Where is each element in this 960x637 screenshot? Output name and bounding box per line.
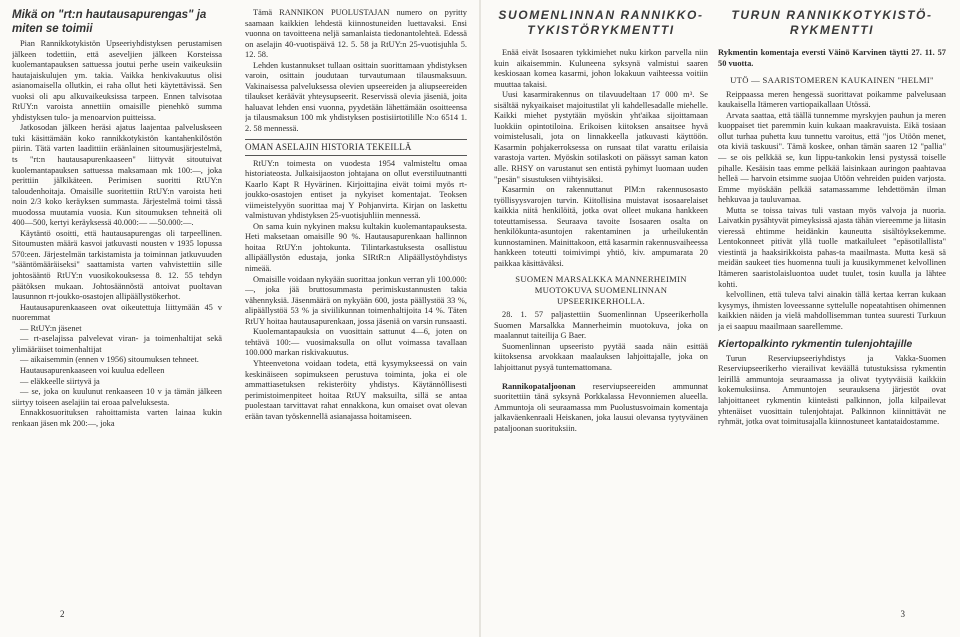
column-1 <box>12 8 222 429</box>
notice-body <box>245 8 467 135</box>
uto-body <box>718 90 946 333</box>
column-2 <box>245 8 467 422</box>
article-paragraph: — rt-aselajissa palvelevat viran- ja toimenhaltijat sekä ylimääräiset toimenhaltijat <box>12 334 222 354</box>
commander-note: Rykmentin komentaja eversti Väinö Karvinen täytti 27. 11. 57 50 vuotta. <box>718 48 946 68</box>
page-number-right: 3 <box>900 609 905 619</box>
uto-paragraph: Arvata saattaa, että täällä tunnemme myrskyjen pauhun ja meren kuoppaiset tiet paremmin kuin kukaan maakravuista. Eikä tosiaan ollut turhaa puhetta kuu tunnettu varoitus, että "jos Utöön menet, ota kiviä taskuusi". Tämä koskee, onhan tämän saaren 12 "pallia" — se ois pelkkää se, kun lippu-tankokin lensi pystyssä toiselle pihalle. Kesäisin taas emme pelkää laisinkaan auringon paahtavaa helleä — harvoin etsimme suojaa Utöön vehreiden puiden varjosta. Emme myöskään pelkää satamassamme lehdettömän ilman hehkuvaa ja tauluvamaa. <box>718 110 946 205</box>
article-paragraph: Pian Rannikkotykistön Upseeriyhdistyksen perustamisen jälkeen todettiin, että aseveljien jälkeen Korsteissa kuolemantapauksen sattuessa joutui perhe usein vaikeuksiin hautajaiskulujen ym. takia. Vaikka henkivakuutus olisi asianomaisella ollutkin, ei raha ollut heti käytettävissä. Sen vuoksi oli apu alkuvaikeuksissa tarpeen. Ennen talvisotaa RtUY:n varoista annettiin omaisille pienehkö summa yhdistyksen tulo- ja menoarvion puitteissa. <box>12 39 222 122</box>
article-heading: Mikä on "rt:n hautausapurengas" ja miten se toimii <box>12 9 207 35</box>
regiment-paragraph: Enää eivät Isosaaren tykkimiehet nuku kirkon parvella niin kuin aikaisemmin. Kuluneena syksynä valmistui saaren keskiosaan komea kasarmi, johon lokakuun vaihteessa voitiin muuttaa takaisi. <box>494 48 708 89</box>
regiment-title: SUOMENLINNAN RANNIKKO-TYKISTÖRYKMENTTI <box>498 8 704 37</box>
page-number-left: 2 <box>60 609 65 619</box>
prize-paragraph: Turun Reserviupseeriyhdistys ja Vakka-Suomen Reserviupseerikerho vierailivat keväällä tutustuksissa rykmentin leirillä ammuntoja seuraamassa ja olivat tyytyväisiä kaikkiin kokemuksiinsa. Ammuntojen seurauksena järjestöt ovat lahjoittaneet rykmentin kiinteästi palkinnon, jolla kilpailevat yhtenäiset vuosittain tulenjohtajat. Palkinnon kiinnittävät ne ryhmät, jotka ovat toimitusajalla kiinnostuneet kantataidostamme. <box>718 353 946 427</box>
notice-paragraph: Lehden kustannukset tullaan osittain suorittamaan yhdistyksen varoin, osittain joudutaan turvautumaan tilausmaksuun. Vakinaisessa palveluksessa olevien upseereiden ja aliupseereiden tilaukset keräävät yhteysupseerit. Reservissä olevia jäseniä, joita haluavat lehden ensi vuonna, pyydetään lähettämään osoitteensa ja tilausmaksun 100 mk yhdistyksen postisiirtotilille N:o 6514 1. 2. 58 mennessä. <box>245 60 467 134</box>
article-paragraph: — aikaisemmin (ennen v 1956) sitoumuksen tehneet. <box>20 355 199 365</box>
history-body <box>245 159 467 423</box>
prize-heading: Kiertopalkinto rykmentin tulenjohtajille <box>718 338 913 351</box>
history-paragraph: Yhteenvetona voidaan todeta, että kysymykseessä on vain keskinäiseen sopimukseen perustuva toiminta, joka ei ole ammattiasetuksen rekisteröity yhdistys. Käytännöllisesti perimistoimenpiteet hoitaa RtUY maksuilta, sillä se antaa puolestaan tarvittavat rahat ennakkona, kun omaiset ovat olevan erään tavan työskennellä asianajassa hoitamiseen. <box>245 358 467 421</box>
regiment-paragraph: Uusi kasarmirakennus on tilavuudeltaan 17 000 m³. Se sisältää nykyaikaiset majoitustilat yli kahdellesadalle miehelle. Kaikki miehet pystytään myöskin yht'aikaa sijoittamaan luokkiin opintotiloina. Erikoisen kiitoksen ansaitsee hyvä voimistelusali, jota on linnakkeella jatkuvasti käyttöön. Kasarmin pohjakerroksessa on runsaat tilat varattu erilaisia varastoja varten. Myöskin sotilaskoti on päässyt saman katon alle. RHSY on varustanut sen entistä pyhimyt luomaan uuden "pesän" sisustuksen viihtyisäksi. <box>494 90 708 184</box>
portrait-heading: SUOMEN MARSALKKA MANNERHEIMIN MUOTOKUVA SUOMENLINNAN UPSEERIKERHOLLA. <box>515 274 687 306</box>
exercise-paragraph <box>494 382 708 435</box>
notice-paragraph: Tämä RANNIKON PUOLUSTAJAN numero on pyritty saamaan kaikkien lehdestä kiinnostuneiden luettavaksi. Ensi vuonna on tavoitteena neljä samanlaista tiedonantolehteä. Edessä on aselajin 40-vuotispäivä 12. 5. 58 ja RtUY:n 25-vuotisjuhla 5. 12. 58. <box>245 8 467 60</box>
history-paragraph: Omaisille voidaan nykyään suorittaa jonkun verran yli 100.000:—, joka jää bruttosummasta perimiskustannusten takia vähennyksiä. Jäsenmäärä on nykyään 600, josta päällystöä 33 %, alipäällystöä 53 % ja siviilikunnan toimenhaltijoita 14 %. Täten RtUY hoitaa hautausapurenkaan, jossa jäseniä on varsin runsaasti. <box>245 274 467 326</box>
section-heading: OMAN ASELAJIN HISTORIA TEKEILLÄ <box>245 139 467 156</box>
regiment-title-2: TURUN RANNIKKOTYKISTÖ-RYKMENTTI <box>731 8 933 37</box>
article-paragraph: Käytäntö osoitti, että hautausapurengas oli tarpeellinen. Sitoumusten määrä kasvoi jatkuvasti nousten v 1935 lopussa 570:een. Järjestelmän tarkistamista ja toiminnan jatkuvuuden "sääntömääräiseksi" saattamista varten vahvistettiin sille johtosääntö RtUY:n vuosikokouksessa 8. 12. 55 tehdyn päätöksen mukaan. Johtosäännöstä antoivat puoltavan lausunnon rt-joukko-osastojen allipäällystökerhot. <box>12 228 222 302</box>
article-paragraph: — RtUY:n jäsenet <box>20 323 82 333</box>
history-paragraph: Kuolemantapauksia on vuosittain sattunut 4—6, joten on tehtävä 100:— vuosimaksulla on ollut voimassa tavallaan 100.000 markan riskivakuutus. <box>245 327 467 358</box>
article-paragraph: — se, joka on kuulunut renkaaseen 10 v ja tämän jälkeen siirtyy toiseen aselajiin tai eroaa palveluksesta. <box>12 387 222 407</box>
article-paragraph: Hautausapurenkaaseen ovat oikeutettuja liittymään 45 v nuoremmat <box>12 302 222 323</box>
history-paragraph: RtUY:n toimesta on vuodesta 1954 valmisteltu omaa historiateosta. Julkaisijaoston johtajana on ollut everstiluutnantti Kaarlo Kapt R Hyvärinen. Kirjoittajina eivät toimi myös rt-joukko-osastojen entiset ja nykyiset komentajat. Teoksen viimeistelyyön suorittaa maj Y Pohjanvirta. Kirjan on laskettu valmistuvan yhdistyksen 25-vuotisjuhliin mennessä. <box>245 158 467 221</box>
article-paragraph: Jatkosodan jälkeen heräsi ajatus laajentaa palveluskseen tuki käsittämään koko rannikkotykistön kantahenkilöstön piirin. Tätä varten laadittiin eräänlainen sitoumusjärjestelmä, ts "rt:n hautausapurenkaaseen" liittyvät sitoutuivat kuolemantapauksen sattuessa maksamaan mk 100:—, joka perittiin jälkikäteen. Perimisen suoritti RtUY:n taloudenhoitaja. Omaisille suoritettiin RtUY:n varoista heti noin 2/3 koko keräyksen summasta. Järjestelmä toimi tässä muodossa muutamia vuosia. Kun sitoumuksen tehneitä oli 400—500, kertyi keräyksessä 40.000:— —50.000:—. <box>12 123 222 228</box>
portrait-paragraph: 28. 1. 57 paljastettiin Suomenlinnan Upseerikerholla Suomen Marsalkka Mannerheimin muotokuva, joka on maalannut taiteilija G Baer. <box>494 310 708 341</box>
article-paragraph: Ennakkosuorituksen rahoittamista varten lainaa kukin renkaan jäsen mk 200:—, joka <box>12 408 222 428</box>
bold-lead: Rannikopataljoonan <box>502 381 576 391</box>
regiment-paragraph: Kasarmin on rakennuttanut PlM:n rakennusosasto työllisyysvarojen turvin. Kiitollisina muistavat isosaarelaiset kaikkia niitä henkilöitä, jotka ovat olleet mukana hankkeen toteuttamisessa. Seuraava tavoite Isosaaren osalta on henkilökunta-asuntojen rakentaminen ja urheilukentän kunnostaminen. Mainittakoon, että kasarmin rakennusvaiheessa hankkeen toteutti toimivimpi yhtiö, kiv. ampumarata 20 paikkaa käsittäväksi. <box>494 185 708 268</box>
article-paragraph: — eläkkeelle siirtyvä ja <box>20 376 100 386</box>
right-page <box>480 0 960 637</box>
uto-paragraph: Reippaassa meren hengessä suorittavat poikamme palvelusaan kaukaisella Itämeren vartiopaikallaan Utössä. <box>718 89 946 110</box>
prize-body <box>718 354 946 428</box>
column-4 <box>718 8 946 428</box>
uto-heading: UTÖ — SAARISTOMEREN KAUKAINEN "HELMI" <box>730 75 934 86</box>
article-body <box>12 39 222 429</box>
column-3 <box>494 8 708 434</box>
article-paragraph: Hautausapurenkaaseen voi kuulua edelleen <box>20 365 165 375</box>
regiment-body <box>494 48 708 269</box>
uto-paragraph: Mutta se toissa taivas tuli vastaan myös valvoja ja nuoria. Laivatkin pysähtyvät pimeyksissä ajasta tähän viereemme ja liitasin vieressä ehtimme heidänkin kauneutta sisältöyksekemme. Lentokonneet pitivät yllä tuolle matkailuleet "epäsotilallista" viestintä ja haaksirikkoista pahas-ta maailmasta. Mutta kesä sä meidän saukeet ties huomenna tuuli ja kuusikymmenet kelvollinen Itämeren saaristolaisluontoa uudet tuulet, tosin kuulla ja lähtee kohti. <box>718 205 946 289</box>
exercise-text: reserviupseereiden ammunnat suoritettiin tänä syksynä Porkkalassa Hevonniemen alueella. Ammuntoja oli seuraamassa mm Puolustusvoimain komentaja jalkaväenkenraali Heiskanen, joka lausui olevansa tyytyväinen pataljoonan suorituksiin. <box>494 381 708 433</box>
portrait-thanks: Suomenlinnan upseeristo pyytää saada näin esittää kiitoksensa arvokkaan maalauksen lahjoittajalle, joka on lahjoittanut pysyä tuntemattomana. <box>494 341 708 372</box>
history-paragraph: On sama kuin nykyinen maksu kultakin kuolemantapauksesta. Heti maksetaan omaisille 90 %. Hautausapurenkaan hallinnon hoitaa RtUY:n johtokunta. Tilintarkastuksesta osallistuu allipäällystön edustaja, jonka SIRtR:n Alipäällystöyhdistys nimeää. <box>245 221 467 274</box>
uto-paragraph: kelvollinen, että tuleva talvi ainakin tällä kertaa kerran kukaan kysymys, ihmisten loveessanne syttelulle nopeatahtisen ohimennen kaikkien näiden ja vielä mahdollisemman tuntea suuresti Turkuun ja ei saapuu maailmaan saarellemme. <box>718 290 946 331</box>
